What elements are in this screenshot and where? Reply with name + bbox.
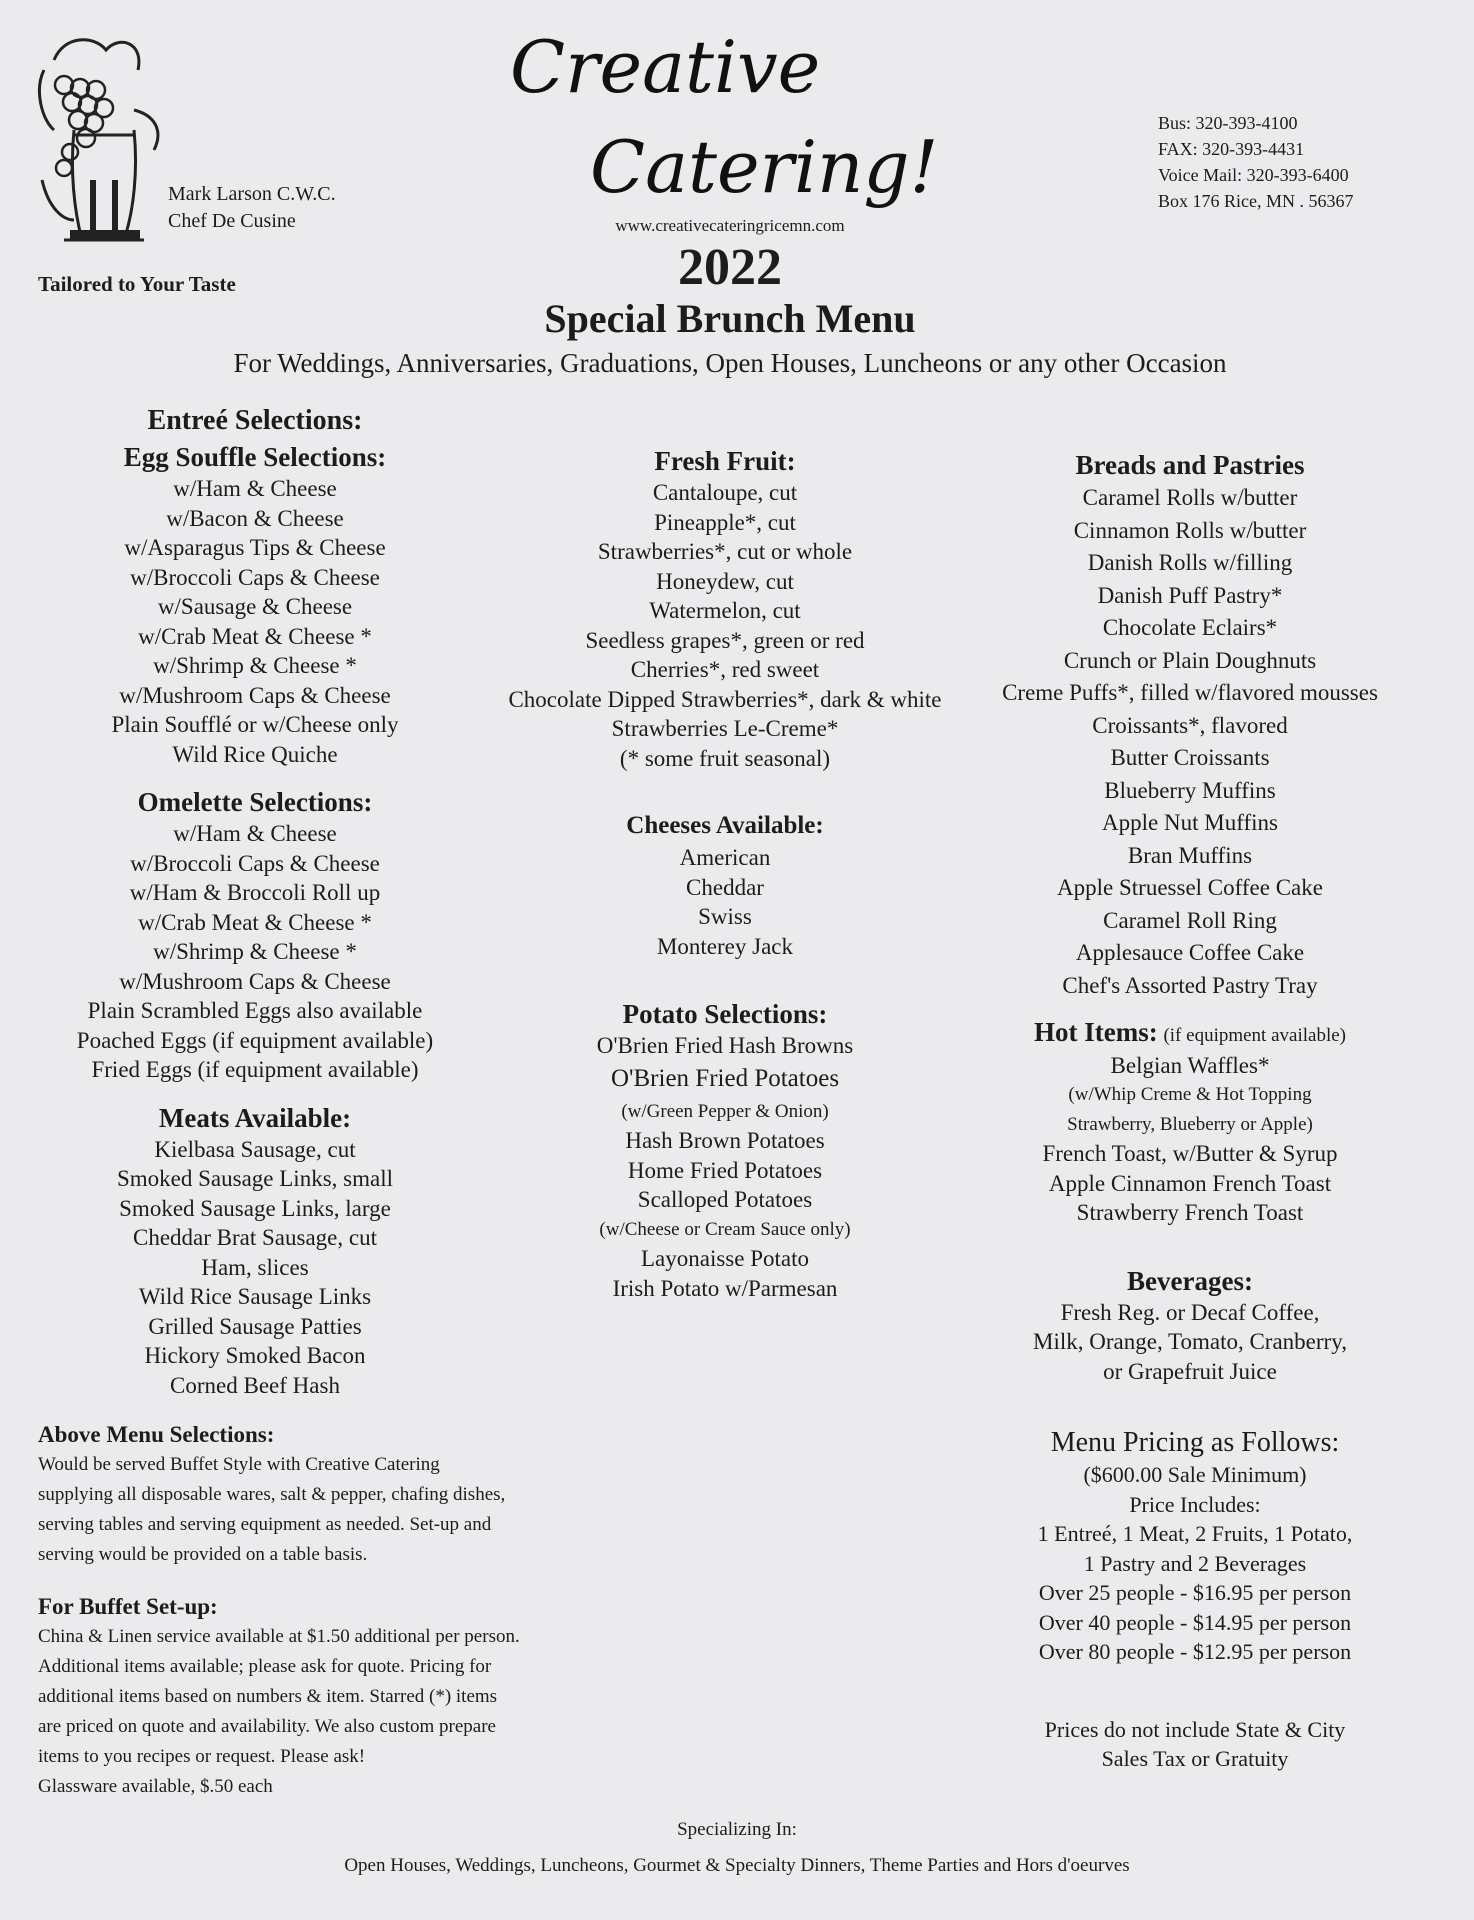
beverages-heading: Beverages: — [1127, 1265, 1253, 1296]
beverages-list — [960, 1298, 1420, 1387]
list-item: w/Mushroom Caps & Cheese — [119, 968, 391, 994]
list-item: Chocolate Eclairs* — [1102, 615, 1278, 640]
list-item: Croissants*, flavored — [1092, 712, 1288, 738]
list-item: Milk, Orange, Tomato, Cranberry, — [1033, 1329, 1347, 1354]
note-line: China & Linen service available at $1.50 additional per person. — [38, 1626, 520, 1647]
list-item: Grilled Sausage Patties — [148, 1313, 362, 1339]
list-item: w/Ham & Cheese — [173, 476, 337, 501]
website: www.creativecateringricemn.com — [615, 216, 845, 235]
pricing-heading: Menu Pricing as Follows: — [1050, 1427, 1340, 1458]
list-item: Poached Eggs (if equipment available) — [76, 1027, 434, 1053]
list-item: (w/Green Pepper & Onion) — [621, 1100, 829, 1122]
list-item: Cantaloupe, cut — [652, 480, 798, 505]
sides-column — [455, 444, 995, 1303]
note-line: are priced on quote and availability. We also custom prepare — [38, 1716, 496, 1737]
list-item: w/Crab Meat & Cheese * — [138, 623, 372, 649]
meats-list — [40, 1135, 470, 1401]
list-item: Honeydew, cut — [656, 568, 794, 594]
contact-phone: Bus: 320-393-4100 — [1158, 113, 1298, 133]
chef-info — [168, 181, 336, 235]
list-item: Creme Puffs*, filled w/flavored mousses — [1002, 680, 1378, 705]
list-item: Caramel Rolls w/butter — [1082, 485, 1298, 510]
notes-section — [38, 1420, 678, 1802]
potato-list — [455, 1031, 995, 1303]
list-item: w/Mushroom Caps & Cheese — [119, 682, 391, 708]
price-tier: Over 40 people - $14.95 per person — [1038, 1609, 1352, 1635]
fruit-list — [455, 478, 995, 773]
list-item: Corned Beef Hash — [170, 1372, 340, 1398]
egg-souffle-list — [40, 474, 470, 769]
tax-note-2: Sales Tax or Gratuity — [1101, 1746, 1289, 1771]
contact-info — [1158, 110, 1354, 214]
cheeses-heading: Cheeses Available: — [626, 812, 824, 839]
footer-label: Specializing In: — [677, 1819, 797, 1840]
note-line: items to you recipes or request. Please ask! — [38, 1746, 366, 1767]
list-item: w/Broccoli Caps & Cheese — [130, 850, 380, 876]
hot-items-note: (if equipment available) — [1163, 1025, 1346, 1046]
list-item: Kielbasa Sausage, cut — [154, 1136, 356, 1162]
tagline: Tailored to Your Taste — [38, 272, 236, 296]
above-selections-heading: Above Menu Selections: — [38, 1422, 275, 1447]
price-includes-1: 1 Entreé, 1 Meat, 2 Fruits, 1 Potato, — [1037, 1521, 1353, 1546]
egg-souffle-heading: Egg Souffle Selections: — [123, 442, 387, 472]
list-item: American — [679, 845, 771, 870]
list-item: Apple Nut Muffins — [1102, 810, 1278, 835]
list-item: O'Brien Fried Hash Browns — [596, 1033, 854, 1058]
list-item: Bran Muffins — [1127, 842, 1253, 868]
contact-fax: FAX: 320-393-4431 — [1158, 139, 1305, 159]
list-item: w/Shrimp & Cheese * — [153, 939, 357, 964]
list-item: or Grapefruit Juice — [1103, 1358, 1277, 1384]
list-item: Watermelon, cut — [649, 598, 801, 623]
breads-list — [960, 482, 1420, 1002]
list-item: O'Brien Fried Potatoes — [610, 1064, 840, 1092]
chef-title: Chef De Cusine — [168, 210, 296, 232]
note-line: serving would be provided on a table basis. — [38, 1544, 368, 1565]
potato-heading: Potato Selections: — [622, 999, 828, 1029]
footer-text: Open Houses, Weddings, Luncheons, Gourmet & Specialty Dinners, Theme Parties and Hors d'oeurves — [344, 1855, 1130, 1876]
list-item: Blueberry Muffins — [1104, 777, 1276, 803]
list-item: Layonaisse Potato — [641, 1246, 809, 1271]
hot-items-heading: Hot Items: — [1033, 1017, 1158, 1047]
list-item: Cherries*, red sweet — [630, 657, 820, 682]
list-item: Seedless grapes*, green or red — [585, 627, 865, 653]
list-item: Applesauce Coffee Cake — [1075, 940, 1305, 965]
note-line: Glassware available, $.50 each — [38, 1776, 273, 1797]
fruit-heading: Fresh Fruit: — [654, 446, 796, 476]
omelette-list — [40, 819, 470, 1085]
entree-column — [40, 402, 470, 1400]
price-tier: Over 25 people - $16.95 per person — [1038, 1580, 1352, 1605]
pricing-section — [975, 1426, 1415, 1774]
note-line: Additional items available; please ask for quote. Pricing for — [38, 1656, 492, 1677]
contact-voicemail: Voice Mail: 320-393-6400 — [1158, 165, 1349, 185]
hot-items-header — [960, 1018, 1420, 1051]
list-item: w/Bacon & Cheese — [166, 505, 344, 531]
list-item: Chef's Assorted Pastry Tray — [1062, 972, 1318, 998]
list-item: (w/Whip Creme & Hot Topping — [1068, 1084, 1312, 1105]
list-item: Danish Rolls w/filling — [1087, 550, 1293, 575]
sale-minimum: ($600.00 Sale Minimum) — [1083, 1462, 1307, 1487]
list-item: Strawberry, Blueberry or Apple) — [1067, 1113, 1313, 1135]
list-item: Pineapple*, cut — [654, 509, 796, 535]
list-item: w/Asparagus Tips & Cheese — [124, 535, 386, 560]
list-item: w/Ham & Broccoli Roll up — [129, 880, 381, 905]
list-item: Plain Scrambled Eggs also available — [87, 998, 423, 1023]
footer — [0, 1812, 1474, 1884]
occasions-subtitle: For Weddings, Anniversaries, Graduations, Open Houses, Luncheons or any other Occasion — [233, 348, 1227, 378]
list-item: (* some fruit seasonal) — [619, 745, 831, 771]
list-item: Plain Soufflé or w/Cheese only — [111, 712, 399, 737]
list-item: Strawberry French Toast — [1076, 1200, 1304, 1225]
price-tier: Over 80 people - $12.95 per person — [1038, 1639, 1352, 1664]
list-item: French Toast, w/Butter & Syrup — [1042, 1141, 1338, 1166]
note-line: Would be served Buffet Style with Creative Catering — [38, 1454, 440, 1475]
hot-items-list — [960, 1051, 1420, 1228]
list-item: Cinnamon Rolls w/butter — [1073, 517, 1307, 543]
note-line: serving tables and serving equipment as needed. Set-up and — [38, 1514, 492, 1535]
list-item: Scalloped Potatoes — [637, 1187, 813, 1212]
list-item: w/Sausage & Cheese — [157, 594, 353, 619]
list-item: (w/Cheese or Cream Sauce only) — [599, 1218, 851, 1240]
breads-heading: Breads and Pastries — [1075, 450, 1305, 480]
list-item: Strawberries Le-Creme* — [611, 716, 839, 741]
list-item: Crunch or Plain Doughnuts — [1063, 647, 1317, 673]
omelette-heading: Omelette Selections: — [137, 787, 373, 817]
list-item: Home Fried Potatoes — [627, 1157, 823, 1183]
tax-note-1: Prices do not include State & City — [1044, 1716, 1346, 1742]
brand-line-1: Creative — [510, 25, 821, 109]
list-item: Cheddar Brat Sausage, cut — [133, 1225, 377, 1250]
brand-line-2: Catering! — [590, 125, 939, 209]
list-item: Wild Rice Quiche — [172, 741, 338, 767]
list-item: Wild Rice Sausage Links — [138, 1284, 372, 1309]
list-item: Swiss — [698, 904, 752, 929]
list-item: Strawberries*, cut or whole — [597, 539, 853, 564]
list-item: w/Broccoli Caps & Cheese — [130, 564, 380, 590]
list-item: w/Crab Meat & Cheese * — [138, 909, 372, 935]
list-item: Cheddar — [686, 874, 764, 900]
list-item: Butter Croissants — [1110, 745, 1270, 770]
list-item: Monterey Jack — [656, 933, 794, 959]
list-item: Irish Potato w/Parmesan — [612, 1275, 838, 1301]
list-item: Ham, slices — [201, 1254, 309, 1280]
year: 2022 — [678, 239, 782, 296]
list-item: Caramel Roll Ring — [1103, 907, 1277, 933]
chef-name: Mark Larson C.W.C. — [168, 183, 336, 205]
list-item: Smoked Sausage Links, large — [119, 1195, 391, 1221]
entree-heading: Entreé Selections: — [147, 405, 363, 436]
list-item: Fresh Reg. or Decaf Coffee, — [1060, 1299, 1320, 1325]
note-line: supplying all disposable wares, salt & pepper, chafing dishes, — [38, 1484, 506, 1505]
contact-address: Box 176 Rice, MN . 56367 — [1158, 191, 1354, 211]
chef-illustration — [34, 30, 184, 270]
list-item: w/Shrimp & Cheese * — [153, 653, 357, 678]
list-item: Hash Brown Potatoes — [625, 1128, 825, 1153]
price-includes-2: 1 Pastry and 2 Beverages — [1083, 1550, 1307, 1576]
breads-column — [960, 448, 1420, 1386]
buffet-setup-heading: For Buffet Set-up: — [38, 1594, 218, 1619]
list-item: Danish Puff Pastry* — [1097, 582, 1283, 608]
list-item: Apple Struessel Coffee Cake — [1057, 875, 1323, 900]
meats-heading: Meats Available: — [158, 1102, 352, 1133]
list-item: Belgian Waffles* — [1110, 1052, 1270, 1078]
price-includes-label: Price Includes: — [1129, 1491, 1261, 1517]
list-item: Smoked Sausage Links, small — [117, 1166, 393, 1191]
cheeses-list — [455, 843, 995, 961]
list-item: w/Ham & Cheese — [173, 821, 337, 846]
list-item: Apple Cinnamon French Toast — [1048, 1170, 1332, 1196]
list-item: Chocolate Dipped Strawberries*, dark & white — [508, 686, 942, 712]
page-title: Special Brunch Menu — [544, 296, 916, 341]
brand-logo — [500, 22, 970, 222]
note-line: additional items based on numbers & item. Starred (*) items — [38, 1686, 498, 1707]
list-item: Fried Eggs (if equipment available) — [91, 1057, 419, 1082]
list-item: Hickory Smoked Bacon — [144, 1343, 366, 1368]
